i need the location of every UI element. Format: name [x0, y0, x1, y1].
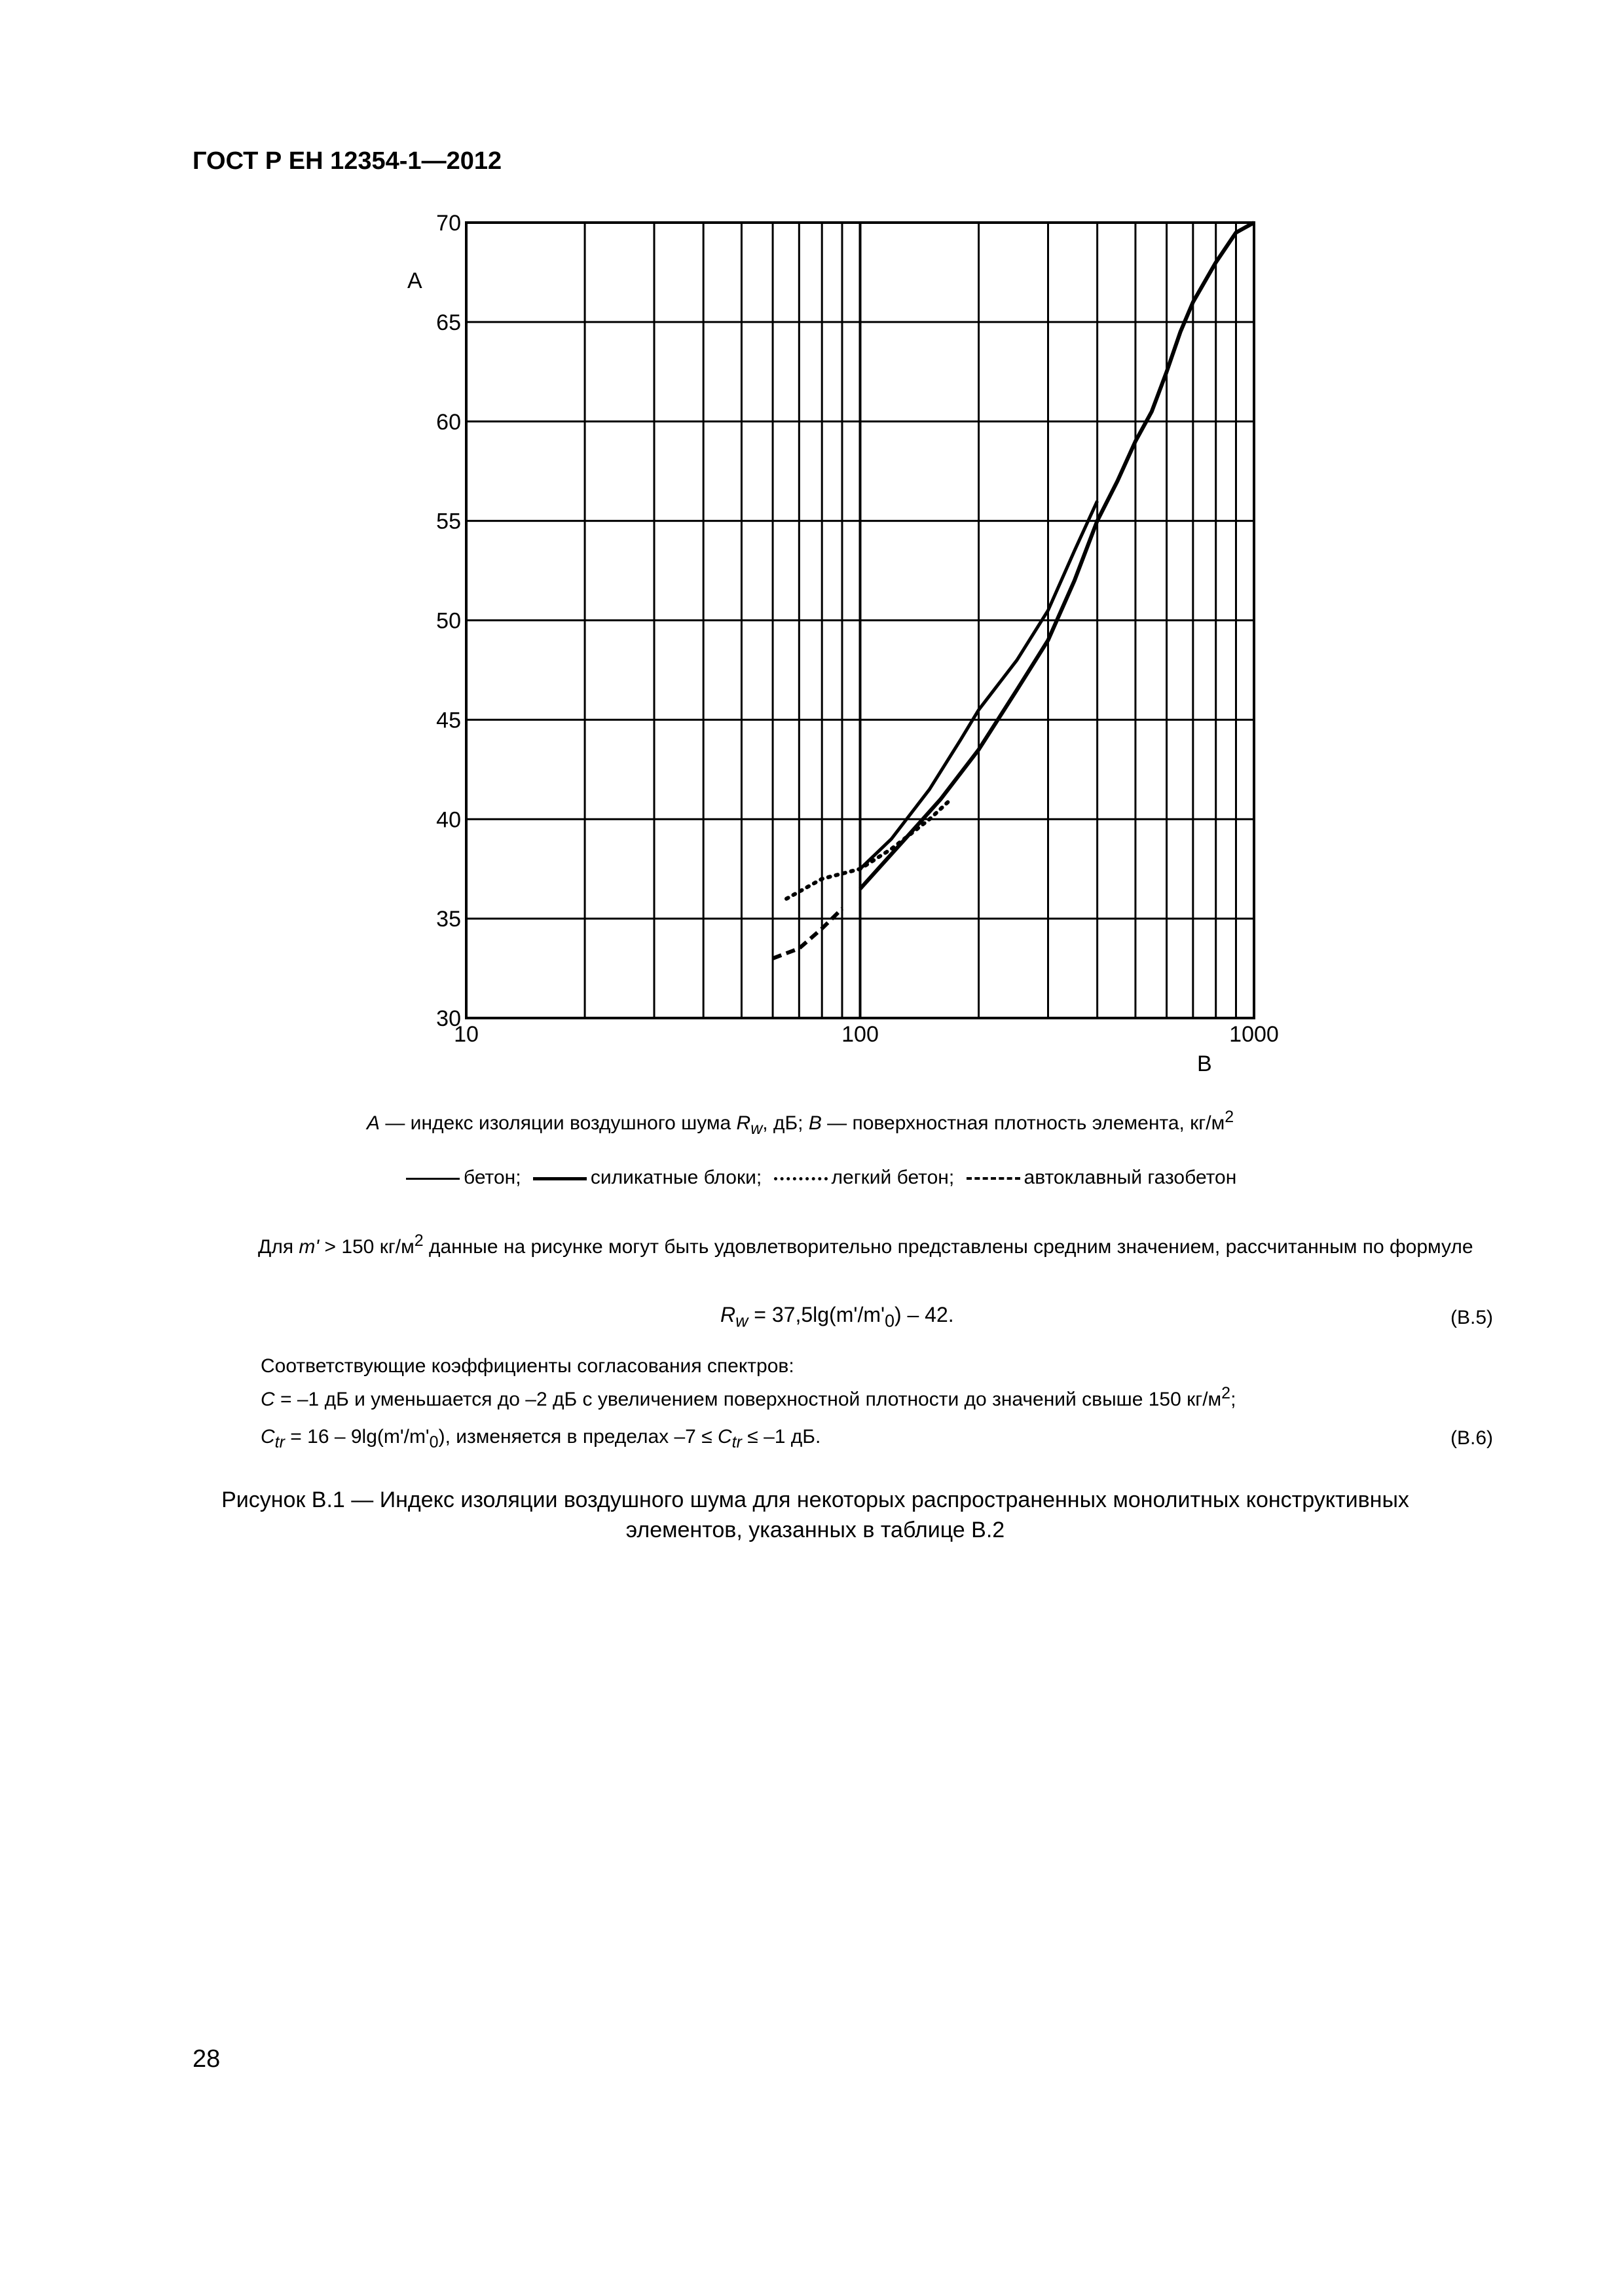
paragraph: [193, 1226, 1496, 1262]
c-sup: 2: [1221, 1384, 1231, 1402]
y-tick-label: 55: [436, 509, 461, 534]
b-desc: — поверхностная плотность элемента, кг/м: [821, 1112, 1225, 1134]
document-header: ГОСТ Р ЕН 12354-1—2012: [193, 147, 502, 175]
legend-light: легкий бетон;: [831, 1167, 955, 1188]
formula-rhs-end: ) – 42.: [894, 1303, 954, 1326]
coefficients-title: Соответствующие коэффициенты согласования спектров:: [261, 1355, 794, 1377]
page-number: 28: [193, 2045, 221, 2073]
y-tick-label: 65: [436, 310, 461, 335]
formula-rhs: = 37,5lg(m'/m': [748, 1303, 885, 1326]
equation-number-b5: (В.5): [1450, 1307, 1493, 1328]
a-letter: A: [367, 1112, 380, 1134]
c-symbol: C: [261, 1389, 275, 1410]
a-units: , дБ;: [762, 1112, 809, 1134]
x-tick-label: 1000: [1229, 1022, 1279, 1047]
para-part2: > 150 кг/м: [319, 1236, 415, 1258]
y-axis-letter: A: [407, 268, 422, 293]
chart-series: [773, 223, 1254, 958]
x-tick-label: 10: [454, 1022, 479, 1047]
axis-caption: [367, 1108, 1349, 1139]
ctr-sub2: tr: [731, 1433, 742, 1451]
legend-concrete: бетон;: [464, 1167, 521, 1188]
legend-line-silicate: [533, 1177, 587, 1180]
formula-b5: [720, 1303, 954, 1331]
para-part1: Для: [258, 1236, 299, 1258]
formula-rhs-sub: 0: [885, 1311, 895, 1331]
series-line-4: [773, 909, 842, 958]
y-tick-label: 35: [436, 907, 461, 932]
legend-line-aerated: [967, 1177, 1020, 1180]
para-part3: данные на рисунке могут быть удовлетворительно представлены средним значением, рассчитанным по формуле: [423, 1236, 1473, 1258]
legend-silicate: силикатные блоки;: [590, 1167, 762, 1188]
c-end: ;: [1230, 1389, 1236, 1410]
b-sup: 2: [1225, 1108, 1234, 1126]
coefficient-ctr: [261, 1426, 821, 1452]
ctr-text2: ), изменяется в пределах –7 ≤: [438, 1426, 718, 1448]
coefficient-c: [261, 1384, 1236, 1411]
chart-grid: [466, 223, 1254, 1018]
x-tick-label: 100: [841, 1022, 879, 1047]
ctr-text1: = 16 – 9lg(m'/m': [284, 1426, 430, 1448]
b-letter: B: [808, 1112, 822, 1134]
legend-aerated: автоклавный газобетон: [1024, 1167, 1237, 1188]
c-text: = –1 дБ и уменьшается до –2 дБ с увеличением поверхностной плотности до значений свыше 150 кг/м: [274, 1389, 1222, 1410]
y-tick-label: 40: [436, 807, 461, 833]
para-sup: 2: [414, 1231, 424, 1250]
ctr-sub: tr: [274, 1433, 285, 1451]
formula-lhs: R: [720, 1303, 736, 1326]
figure-caption: Рисунок В.1 — Индекс изоляции воздушного шума для некоторых распространенных монолитных конструктивных элементов, указанных в таблице В.2: [221, 1487, 1409, 1542]
ctr-symbol2: C: [718, 1426, 732, 1448]
legend: [406, 1167, 1236, 1189]
density-chart: [0, 0, 1624, 1113]
y-tick-label: 60: [436, 409, 461, 435]
y-tick-label: 70: [436, 211, 461, 236]
formula-lhs-sub: w: [735, 1311, 748, 1331]
ctr-text3: ≤ –1 дБ.: [741, 1426, 821, 1448]
rw-symbol: R: [736, 1112, 751, 1134]
ctr-sub0: 0: [429, 1433, 439, 1451]
y-tick-label: 50: [436, 608, 461, 634]
rw-sub: w: [750, 1120, 763, 1138]
y-tick-label: 30: [436, 1006, 461, 1031]
para-m: m': [299, 1236, 320, 1258]
a-desc: — индекс изоляции воздушного шума: [380, 1112, 737, 1134]
ctr-symbol: C: [261, 1426, 275, 1448]
legend-line-concrete: [406, 1178, 460, 1180]
legend-line-light: [774, 1177, 828, 1180]
x-axis-letter: B: [1197, 1051, 1212, 1076]
equation-number-b6: (В.6): [1450, 1427, 1493, 1449]
y-tick-label: 45: [436, 708, 461, 733]
